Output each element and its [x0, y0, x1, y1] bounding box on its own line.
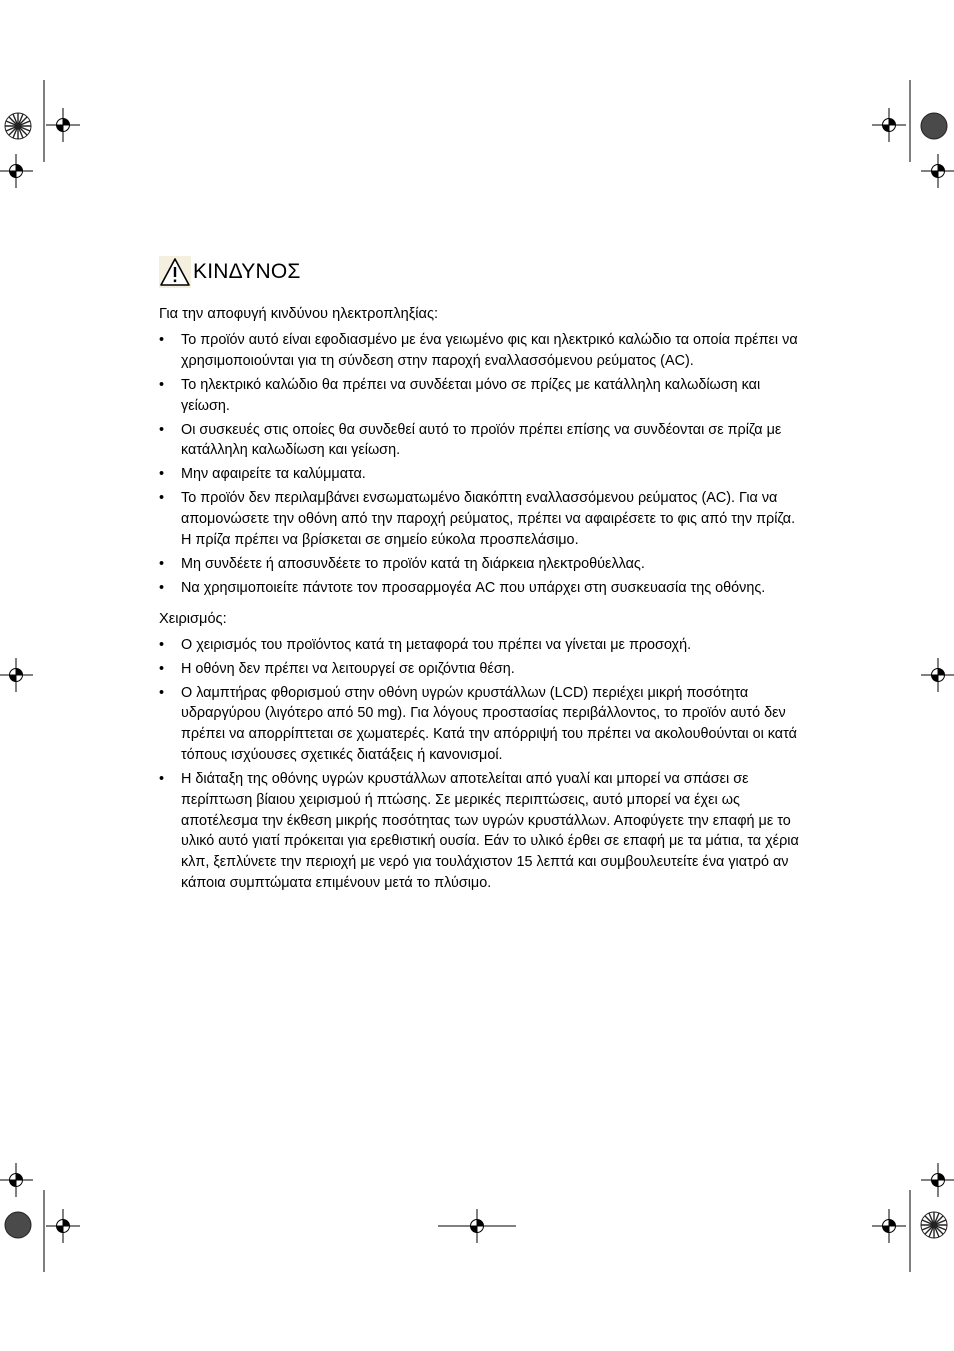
bullet-icon: •: [159, 555, 165, 572]
registration-crosshair-icon: [921, 154, 954, 188]
electric-shock-list: [159, 330, 799, 599]
bullet-icon: •: [159, 660, 165, 677]
danger-header: [159, 254, 799, 290]
bullet-icon: •: [159, 466, 165, 483]
list-item: • Μη συνδέετε ή αποσυνδέετε το προϊόν κατά τη διάρκεια ηλεκτροθύελλας.: [159, 554, 799, 575]
handling-list: [159, 635, 799, 894]
section-heading-handling: Χειρισμός:: [159, 610, 227, 627]
list-item: • Ο λαμπτήρας φθορισμού στην οθόνη υγρών κρυστάλλων (LCD) περιέχει μικρή ποσότητα υδραργύρου (λιγότερο από 50 mg). Για λόγους προστασίας περιβάλλοντος, το προϊόν αυτό δεν πρέπει να απορρίπτεται σε χωματερές. Κατά την απόρριψή του πρέπει να ακολουθούνται οι κατά τόπους ισχύουσες σχετικές διατάξεις ή κανονισμοί.: [159, 684, 797, 764]
bullet-icon: •: [159, 332, 165, 348]
registration-crosshair-icon: [0, 154, 33, 188]
list-item: • Η οθόνη δεν πρέπει να λειτουργεί σε οριζόντια θέση.: [159, 659, 799, 680]
bullet-icon: •: [159, 636, 165, 653]
list-item: • Το προϊόν δεν περιλαμβάνει ενσωματωμένο διακόπτη εναλλασσόμενου ρεύματος (AC). Για να απομονώσετε την οθόνη από την παροχή ρεύματος, πρέπει να αφαιρέσετε το φις από την πρίζα. Η πρίζα πρέπει να βρίσκεται σε σημείο εύκολα προσπελάσιμο.: [159, 490, 796, 548]
color-starburst-icon: [5, 113, 31, 139]
danger-title: ΚΙΝΔΥΝΟΣ: [193, 260, 301, 283]
list-item: • Ο χειρισμός του προϊόντος κατά τη μεταφορά του πρέπει να γίνεται με προσοχή.: [159, 635, 799, 656]
dark-registration-circle-icon: [5, 1212, 31, 1238]
registration-crosshair-icon: [872, 1209, 906, 1243]
bullet-icon: •: [159, 684, 165, 701]
registration-crosshair-icon: [46, 1209, 80, 1243]
warning-triangle-icon: [159, 256, 191, 288]
list-item: • Το ηλεκτρικό καλώδιο θα πρέπει να συνδέεται μόνο σε πρίζες με κατάλληλη καλωδίωση και γείωση.: [159, 376, 761, 414]
bullet-icon: •: [159, 579, 165, 596]
registration-crosshair-icon: [921, 658, 954, 692]
registration-crosshair-icon: [921, 1163, 954, 1197]
list-item: • Να χρησιμοποιείτε πάντοτε τον προσαρμογέα AC που υπάρχει στη συσκευασία της οθόνης.: [159, 578, 799, 599]
list-item: • Οι συσκευές στις οποίες θα συνδεθεί αυτό το προϊόν πρέπει επίσης να συνδέονται σε πρίζα με κατάλληλη καλωδίωση και γείωση.: [159, 421, 782, 459]
bullet-icon: •: [159, 421, 165, 438]
list-item: • Η διάταξη της οθόνης υγρών κρυστάλλων αποτελείται από γυαλί και μπορεί να σπάσει σε περίπτωση βίαιου χειρισμού ή πτώσης. Σε μερικές περιπτώσεις, αυτό μπορεί να έχει ως αποτέλεσμα την έκθεση μικρής ποσότητας των υγρών κρυστάλλων. Αποφύγετε την επαφή με το υλικό αυτό γιατί πρόκειται για ερεθιστική ουσία. Εάν το υλικό έρθει σε επαφή με τα μάτια, τα χέρια κλπ, ξεπλύνετε την περιοχή με νερό για τουλάχιστον 15 λεπτά και συμβουλευτείτε ένα γιατρό αν κάποια συμπτώματα επιμένουν μετά το πλύσιμο.: [159, 771, 799, 892]
registration-crosshair-icon: [872, 108, 906, 142]
dark-registration-circle-icon: [921, 113, 947, 139]
color-starburst-icon: [921, 1212, 947, 1238]
bullet-icon: •: [159, 376, 165, 393]
section-heading-electric-shock: Για την αποφυγή κινδύνου ηλεκτροπληξίας:: [159, 306, 439, 322]
list-item: • Μην αφαιρείτε τα καλύμματα.: [159, 464, 799, 485]
list-item: • Το προϊόν αυτό είναι εφοδιασμένο με ένα γειωμένο φις και ηλεκτρικό καλώδιο τα οποία πρέπει να χρησιμοποιούνται για τη σύνδεση στην παροχή εναλλασσόμενου ρεύματος (AC).: [159, 332, 798, 369]
bullet-icon: •: [159, 771, 165, 788]
registration-crosshair-icon: [0, 658, 33, 692]
bullet-icon: •: [159, 490, 165, 507]
registration-crosshair-icon: [46, 108, 80, 142]
registration-crosshair-icon: [0, 1163, 33, 1197]
safety-content: [159, 254, 799, 897]
